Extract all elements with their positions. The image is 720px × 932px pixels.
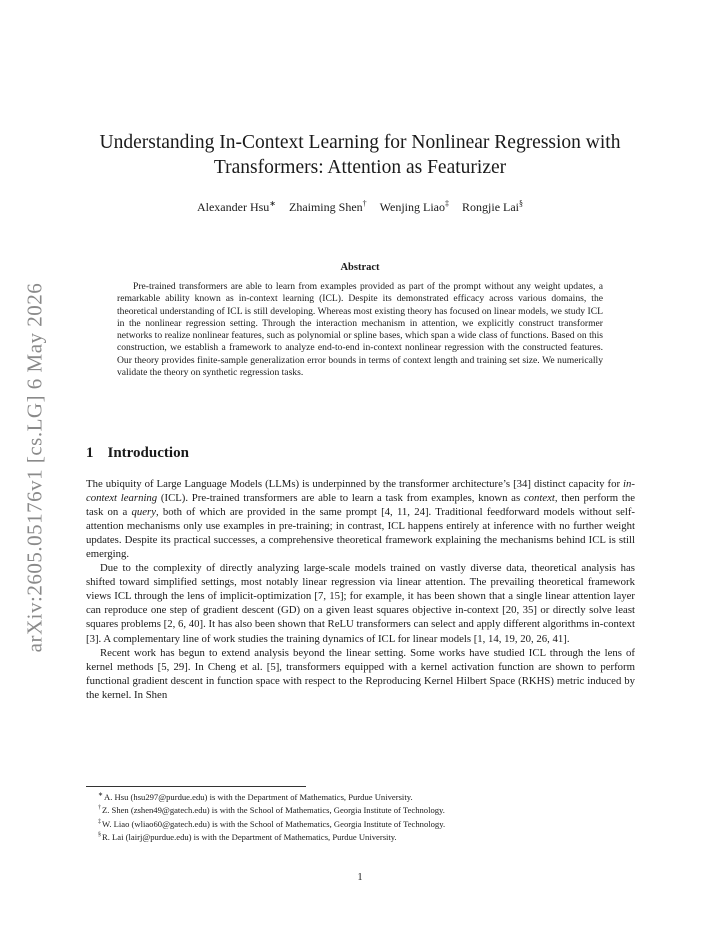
footnote-hsu [98,790,638,803]
author-list [60,199,660,215]
author-mark: ∗ [269,199,276,208]
intro-paragraph-1 [86,477,635,561]
footnote-divider [86,786,306,787]
footnotes [98,790,638,844]
text-run: , then perform the task on a [86,492,635,519]
emphasis-query: query [131,506,156,519]
paper-title: Understanding In-Context Learning for Nonlinear Regression with Transformers: Attention as Featurizer [99,132,621,178]
footnote-mark: § [98,832,101,839]
emphasis-icl: in-context learning [86,478,635,505]
author-name: Alexander Hsu [196,200,270,214]
author-hsu [197,200,276,214]
footnote-mark: ‡ [98,818,101,825]
footnote-text: Z. Shen (zshen49@gatech.edu) is with the School of Mathematics, Georgia Institute of Technology. [102,805,445,816]
section-title: Introduction [107,445,189,461]
text-run: (ICL). Pre-trained transformers are able to learn a task from examples, known as [157,492,524,505]
section-heading-introduction [86,445,189,462]
footnote-liao [98,817,638,830]
introduction-body [86,477,635,702]
author-name: Zhaiming Shen [288,200,363,214]
arxiv-identifier-stamp [18,262,52,672]
intro-paragraph-2: Due to the complexity of directly analyzing large-scale models trained on vastly diverse data, theoretical analysis has shifted toward simplified settings, most notably linear regression via linear attention. The prevailing theoretical framework views ICL through the lens of implicit-optimization [7, 15]; for example, it has been shown that a single linear attention layer can reproduce one step of gradient descent (GD) on a given least squares objective in-context [20, 35] or directly solve least squares problems [2, 6, 40]. It has also been shown that ReLU transformers can select and apply different algorithms in-context [3]. A complementary line of work studies the training dynamics of ICL for linear models [1, 14, 19, 20, 26, 41]. [86,562,635,645]
footnote-text: A. Hsu (hsu297@purdue.edu) is with the Department of Mathematics, Purdue University. [104,791,413,802]
footnote-mark: ∗ [98,792,104,798]
author-mark: † [362,199,367,208]
arxiv-identifier-text: arXiv:2605.05176v1 [cs.LG] 6 May 2026 [22,282,47,652]
footnote-lai [98,830,638,843]
footnote-text: R. Lai (lairj@purdue.edu) is with the Department of Mathematics, Purdue University. [102,832,397,843]
intro-paragraph-3: Recent work has begun to extend analysis beyond the linear setting. Some works have studied ICL through the lens of kernel methods [5, 29]. In Cheng et al. [5], transformers equipped with a kernel activation function are shown to perform functional gradient descent in function space with respect to the Reproducing Kernel Hilbert Space (RKHS) metric induced by the kernel. In Shen [86,646,635,701]
footnote-shen [98,803,638,816]
section-number: 1 [86,445,94,461]
footnote-mark: † [98,805,101,812]
emphasis-context: context [523,492,555,505]
author-mark: ‡ [445,199,450,208]
author-mark: § [519,199,524,208]
footnote-text: W. Liao (wliao60@gatech.edu) is with the School of Mathematics, Georgia Institute of Technology. [102,818,446,829]
abstract-text: Pre-trained transformers are able to learn from examples provided as part of the prompt without any weight updates, a remarkable ability known as in-context learning (ICL). Despite its demonstrated efficacy across various domains, the theoretical understanding of ICL is still developing. Whereas most existing theory has focused on linear models, we study ICL in the nonlinear regression setting. Through the interaction mechanism in attention, we explicitly construct transformer networks to realize nonlinear features, such as polynomial or spline bases, which span a wide class of functions. Based on this construction, we establish a framework to analyze end-to-end in-context nonlinear regression with the constructed features. Our theory provides finite-sample generalization error bounds in terms of context length and training set size. We numerically validate the theory on synthetic regression tasks. [117,281,603,379]
author-name: Wenjing Liao [379,200,446,214]
author-shen [289,200,367,214]
text-run: The ubiquity of Large Language Models (LLMs) is underpinned by the transformer architecture’s [34] distinct capacity for [86,478,624,490]
page-number: 1 [357,872,363,883]
text-run: , both of which are provided in the same prompt [4, 11, 24]. Traditional feedforward models without self-attention mechanisms only use examples in pre-training; in contrast, ICL happens entirely at inference with no further weight updates. Despite its practical successes, a comprehensive theoretical framework explaining the mechanisms behind ICL is still emerging. [86,506,635,561]
abstract-heading: Abstract [340,262,380,273]
author-lai [462,200,523,214]
author-liao [380,200,449,214]
author-name: Rongjie Lai [462,200,520,214]
